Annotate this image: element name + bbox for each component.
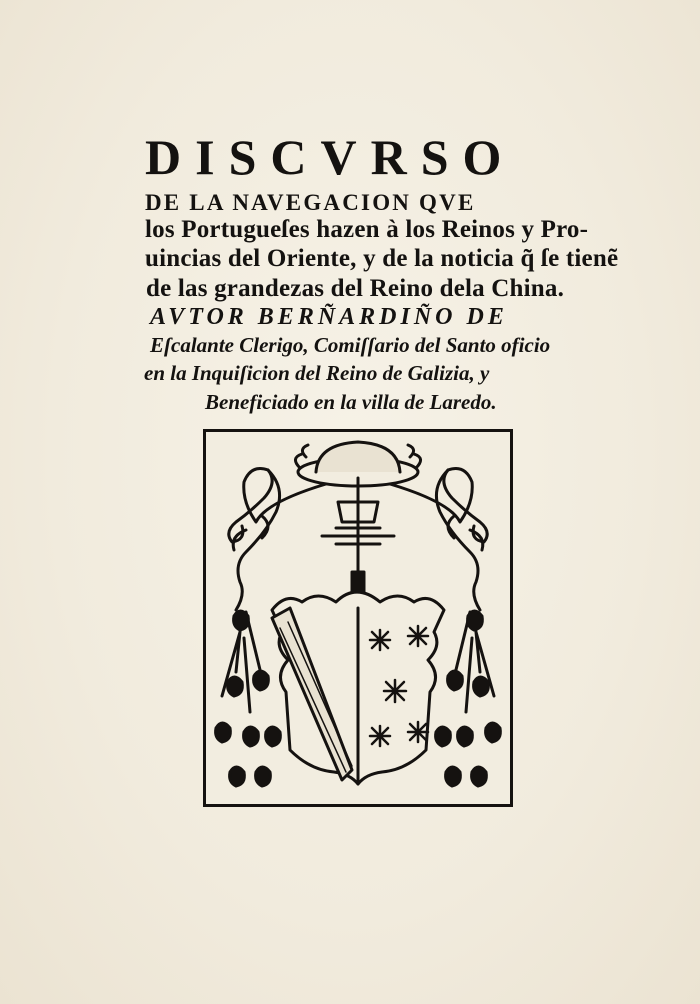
author-line-1: AVTOR BERÑARDIÑO DE xyxy=(150,304,508,330)
author-line-4: Beneficiado en la villa de Laredo. xyxy=(205,390,497,414)
coat-of-arms-woodcut xyxy=(203,429,513,807)
title-line-1: los Portugueſes hazen à los Reinos y Pro- xyxy=(145,216,589,243)
coat-of-arms-icon xyxy=(206,432,510,804)
book-subtitle: DE LA NAVEGACION QVE xyxy=(145,190,476,215)
title-line-2: uincias del Oriente, y de la noticia q̃ ſe tienẽ xyxy=(145,245,619,272)
author-line-3: en la Inquiſicion del Reino de Galizia, y xyxy=(144,361,490,385)
title-line-3: de las grandezas del Reino dela China. xyxy=(146,275,565,302)
book-title: DISCVRSO xyxy=(145,129,516,185)
author-line-2: Eſcalante Clerigo, Comiſſario del Santo oficio xyxy=(150,333,551,357)
